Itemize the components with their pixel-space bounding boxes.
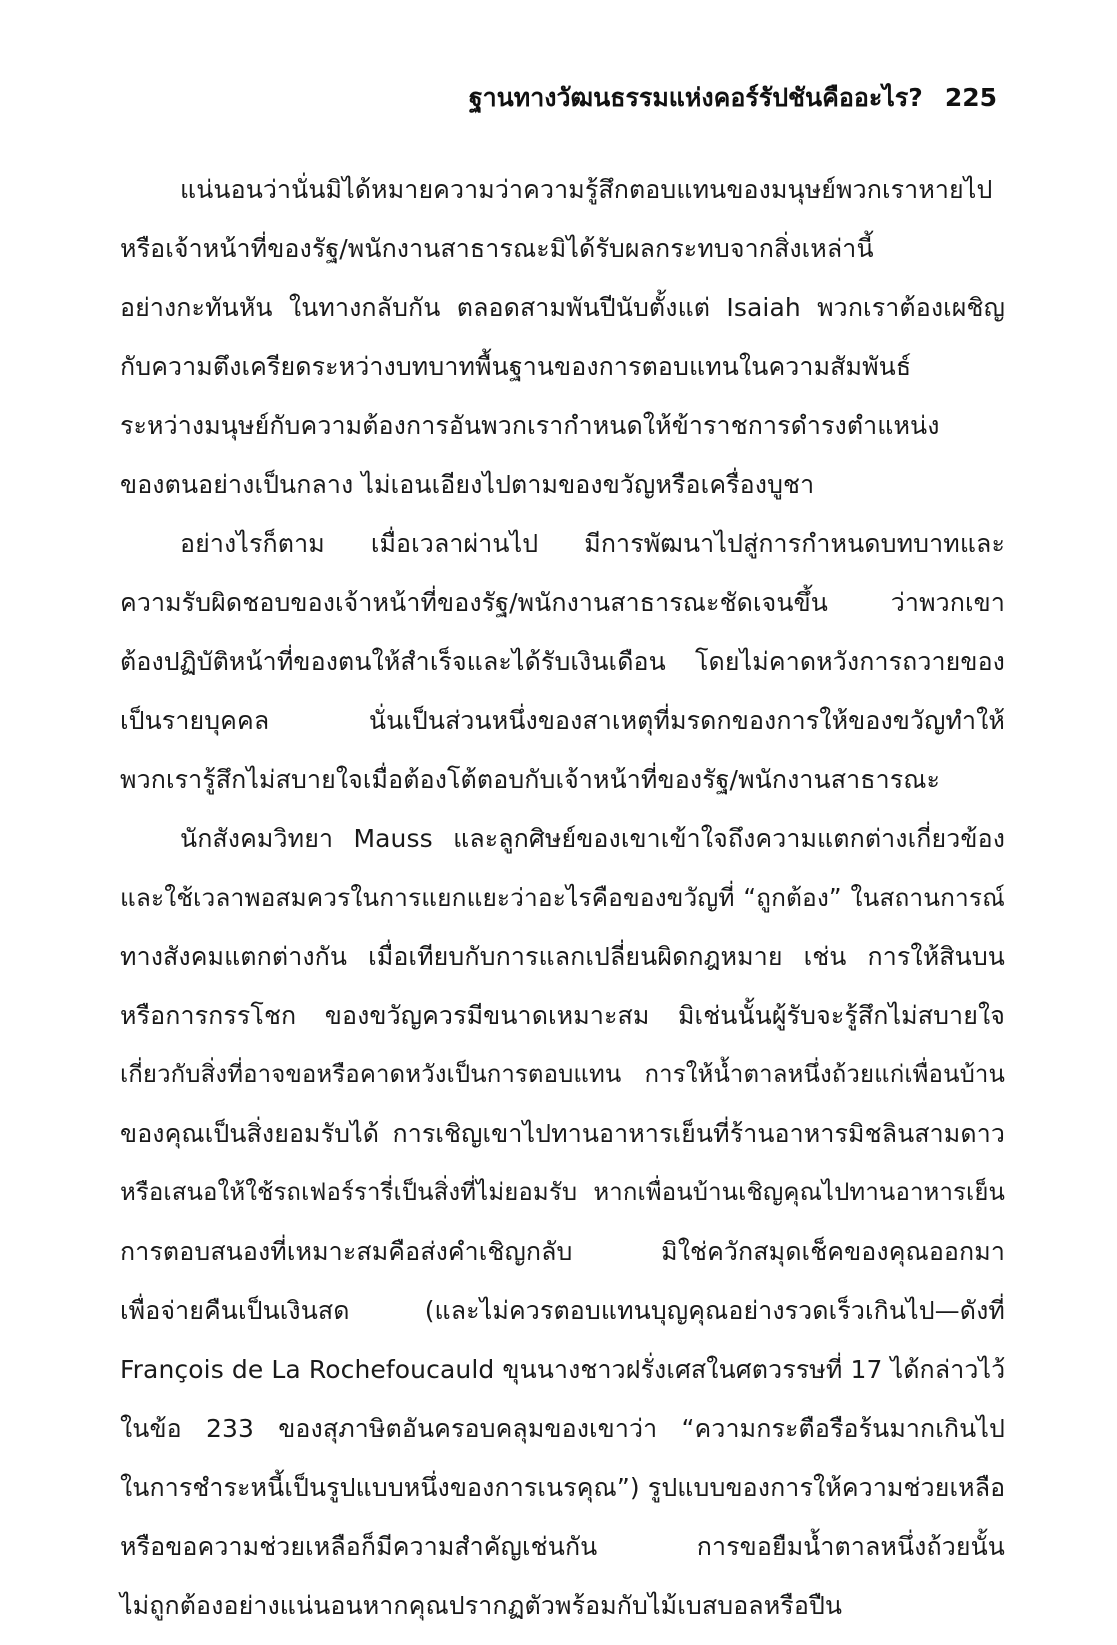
chapter-title: ฐานทางวัฒนธรรมแห่งคอร์รัปชันคืออะไร? bbox=[468, 83, 923, 112]
paragraph bbox=[120, 514, 1005, 809]
text-line: ของตนอย่างเป็นกลาง ไม่เอนเอียงไปตามของขวัญหรือเครื่องบูชา bbox=[120, 470, 815, 499]
text-line: และใช้เวลาพอสมควรในการแยกแยะว่าอะไรคือของขวัญที่ “ถูกต้อง” ในสถานการณ์ bbox=[120, 883, 1005, 912]
text-line: ระหว่างมนุษย์กับความต้องการอันพวกเรากำหนดให้ข้าราชการดำรงตำแหน่ง bbox=[120, 411, 940, 440]
text-line: อย่างไรก็ตาม เมื่อเวลาผ่านไป มีการพัฒนาไปสู่การกำหนดบทบาทและ bbox=[180, 529, 1005, 558]
text-line: ไม่ถูกต้องอย่างแน่นอนหากคุณปรากฏตัวพร้อมกับไม้เบสบอลหรือปืน bbox=[120, 1591, 843, 1620]
paragraph bbox=[120, 160, 1005, 514]
text-line: พวกเรารู้สึกไม่สบายใจเมื่อต้องโต้ตอบกับเจ้าหน้าที่ของรัฐ/พนักงานสาธารณะ bbox=[120, 765, 941, 794]
text-line: กับความตึงเครียดระหว่างบทบาทพื้นฐานของการตอบแทนในความสัมพันธ์ bbox=[120, 352, 912, 381]
text-line: การตอบสนองที่เหมาะสมคือส่งคำเชิญกลับ มิใช่ควักสมุดเช็คของคุณออกมา bbox=[120, 1237, 1005, 1266]
text-line: หรือเสนอให้ใช้รถเฟอร์รารี่เป็นสิ่งที่ไม่ยอมรับ หากเพื่อนบ้านเชิญคุณไปทานอาหารเย็น bbox=[120, 1178, 1005, 1206]
text-line: François de La Rochefoucauld ขุนนางชาวฝรั่งเศสในศตวรรษที่ 17 ได้กล่าวไว้ bbox=[120, 1355, 1006, 1384]
text-line: หรือเจ้าหน้าที่ของรัฐ/พนักงานสาธารณะมิได้รับผลกระทบจากสิ่งเหล่านี้ bbox=[120, 234, 874, 263]
text-line: เพื่อจ่ายคืนเป็นเงินสด (และไม่ควรตอบแทนบุญคุณอย่างรวดเร็วเกินไป—ดังที่ bbox=[120, 1296, 1005, 1325]
page-number: 225 bbox=[944, 83, 997, 112]
text-line: แน่นอนว่านั่นมิได้หมายความว่าความรู้สึกตอบแทนของมนุษย์พวกเราหายไป bbox=[180, 175, 993, 204]
text-line: ความรับผิดชอบของเจ้าหน้าที่ของรัฐ/พนักงานสาธารณะชัดเจนขึ้น ว่าพวกเขา bbox=[120, 588, 1005, 617]
text-line: เกี่ยวกับสิ่งที่อาจขอหรือคาดหวังเป็นการตอบแทน การให้น้ำตาลหนึ่งถ้วยแก่เพื่อนบ้าน bbox=[120, 1060, 1005, 1088]
text-line: ทางสังคมแตกต่างกัน เมื่อเทียบกับการแลกเปลี่ยนผิดกฎหมาย เช่น การให้สินบน bbox=[120, 942, 1005, 971]
text-line: ในข้อ 233 ของสุภาษิตอันครอบคลุมของเขาว่า “ความกระตือรือร้นมากเกินไป bbox=[120, 1414, 1005, 1443]
text-line: หรือการกรรโชก ของขวัญควรมีขนาดเหมาะสม มิเช่นนั้นผู้รับจะรู้สึกไม่สบายใจ bbox=[120, 1001, 1005, 1030]
text-line: ในการชำระหนี้เป็นรูปแบบหนึ่งของการเนรคุณ”) รูปแบบของการให้ความช่วยเหลือ bbox=[120, 1473, 1006, 1502]
text-line: นักสังคมวิทยา Mauss และลูกศิษย์ของเขาเข้าใจถึงความแตกต่างเกี่ยวข้อง bbox=[180, 824, 1005, 853]
running-header bbox=[469, 78, 997, 118]
body-text bbox=[120, 160, 1005, 1635]
text-line: เป็นรายบุคคล นั่นเป็นส่วนหนึ่งของสาเหตุที่มรดกของการให้ของขวัญทำให้ bbox=[120, 706, 1005, 735]
text-line: อย่างกะทันหัน ในทางกลับกัน ตลอดสามพันปีนับตั้งแต่ Isaiah พวกเราต้องเผชิญ bbox=[120, 293, 1005, 322]
text-line: ต้องปฏิบัติหน้าที่ของตนให้สำเร็จและได้รับเงินเดือน โดยไม่คาดหวังการถวายของ bbox=[120, 647, 1005, 676]
paragraph bbox=[120, 809, 1005, 1635]
text-line: หรือขอความช่วยเหลือก็มีความสำคัญเช่นกัน การขอยืมน้ำตาลหนึ่งถ้วยนั้น bbox=[120, 1532, 1005, 1561]
text-line: ของคุณเป็นสิ่งยอมรับได้ การเชิญเขาไปทานอาหารเย็นที่ร้านอาหารมิชลินสามดาว bbox=[120, 1119, 1005, 1148]
